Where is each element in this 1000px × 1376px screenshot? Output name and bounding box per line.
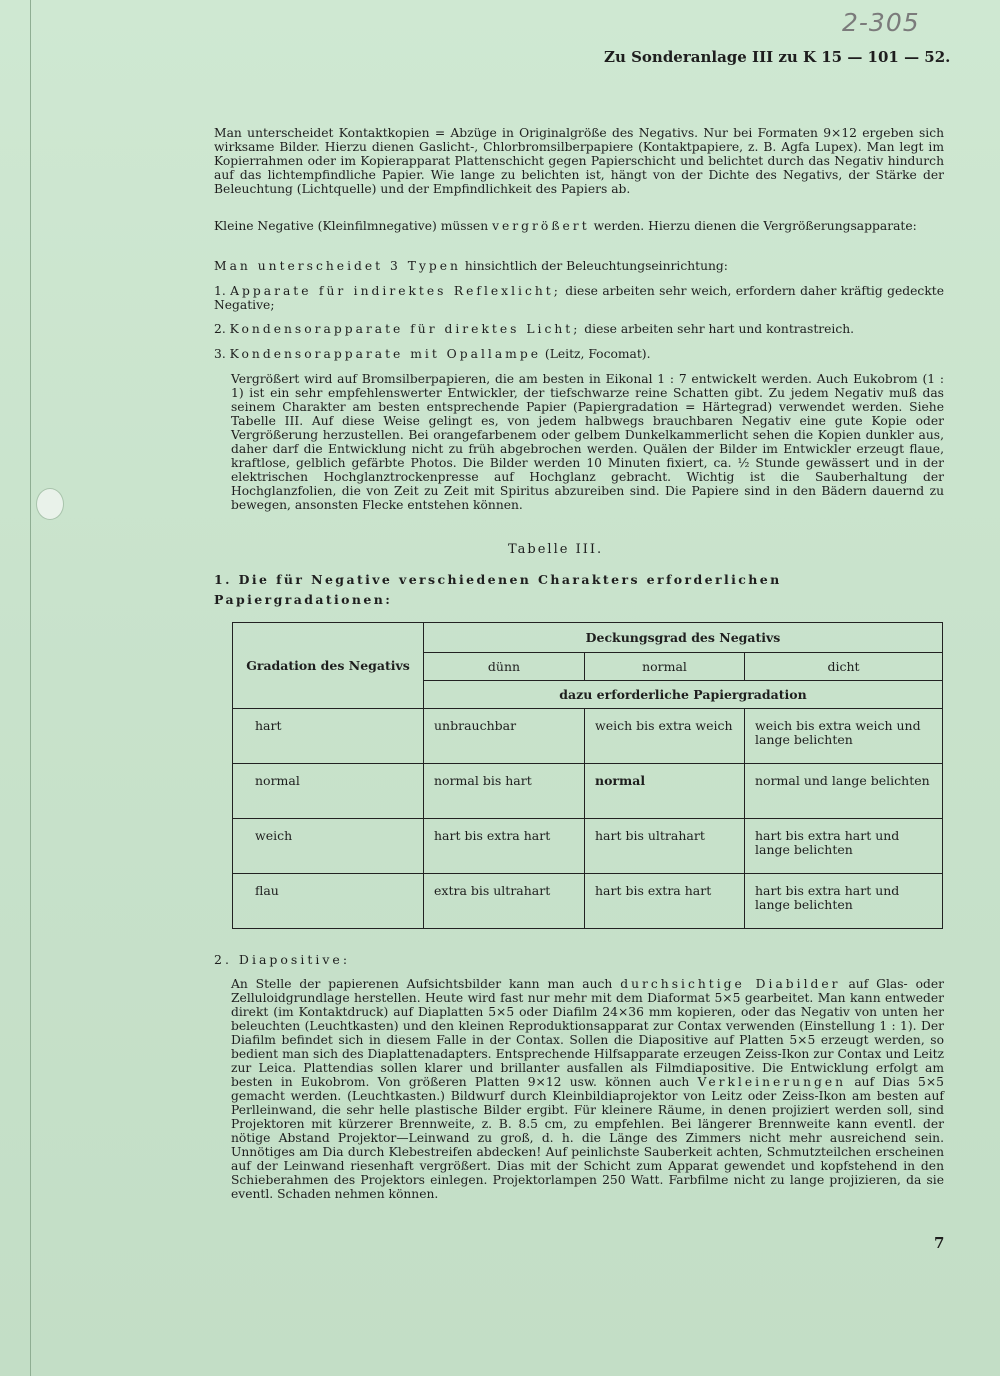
intro-paragraph-2 <box>214 219 944 233</box>
group-header-cell: Deckungsgrad des Negativs <box>424 623 943 653</box>
table-row <box>233 764 943 819</box>
table-cell: hart bis extra hart und lange belichten <box>745 874 943 929</box>
punch-hole <box>36 488 64 520</box>
list-number: 3. <box>214 347 226 361</box>
row-label: normal <box>233 764 424 819</box>
text-run: An Stelle der papierenen Aufsichtsbilder kann man auch <box>231 977 613 991</box>
table-cell: weich bis extra weich <box>585 709 745 764</box>
table-cell: normal bis hart <box>424 764 585 819</box>
spaced-text: Kondensorapparate für direktes Licht; <box>229 322 581 336</box>
row-header-cell: Gradation des Negativs <box>233 623 424 709</box>
spaced-text: vergrößert <box>492 219 590 233</box>
table-cell: hart bis extra hart und lange belichten <box>745 819 943 874</box>
section-heading: Diapositive: <box>238 952 351 967</box>
handwritten-note: 2-305 <box>842 8 920 37</box>
section-number: 1. <box>214 572 232 587</box>
column-header-normal: normal <box>585 653 745 681</box>
page-header: Zu Sonderanlage III zu K 15 — 101 — 52. <box>604 48 951 66</box>
table-caption: Tabelle III. <box>508 542 604 557</box>
spaced-text: Verkleinerungen <box>697 1075 847 1089</box>
text-run: diese arbeiten sehr hart und kontrastreich. <box>584 322 855 336</box>
text-run: auf Glas- oder Zelluloidgrundlage herstellen. Heute wird fast nur mehr mit dem Diaformat 5×5 gearbeitet. Man kann entweder direkt (im Kontaktdruck) auf Diaplatten 5×5 oder Diafilm 24×36 mm kopieren, oder das Negativ von unten her beleuchten (Leuchtkasten) und den kleinen Reproduktionsapparat zur Contax verwenden (Einstellung 1 : 1). Der Diafilm befindet sich in diesem Falle in der Contax. Sollen die Diapositive auf Platten 5×5 erzeugt werden, so bedient man sich des Diaplattenadapters. Entsprechende Hilfsapparate erzeugen Zeiss-Ikon zur Contax und Leitz zur Leica. Plattendias sollen klarer und brillanter ausfallen als Filmdiapositive. Die Entwicklung erfolgt am besten in Eukobrom. Von größeren Platten 9×12 usw. können auch <box>231 977 944 1089</box>
page-number: 7 <box>934 1234 945 1252</box>
table-cell: weich bis extra weich und lange belichten <box>745 709 943 764</box>
text-run: werden. Hierzu dienen die Vergrößerungsapparate: <box>593 219 917 233</box>
text-run: hinsichtlich der Beleuchtungseinrichtung: <box>464 259 728 273</box>
type-item-2 <box>214 322 944 336</box>
list-number: 1. <box>214 284 226 298</box>
list-number: 2. <box>214 322 226 336</box>
text-run: auf Dias 5×5 gemacht werden. (Leuchtkasten.) Bildwurf durch Kleinbildiaprojektor von Leitz oder Zeiss-Ikon am besten auf Perlleinwand, die sehr helle plastische Bilder ergibt. Für kleinere Räume, in denen projiziert werden soll, sind Projektoren mit kürzerer Brennweite, z. B. 8.5 cm, zu empfehlen. Bei längerer Brennweite kann eventl. der nötige Abstand Projektor—Leinwand zu groß, d. h. die Länge des Zimmers nicht mehr ausreichend sein. Unnötiges am Dia durch Klebestreifen abdecken! Auf peinlichste Sauberkeit achten, Schmutzteilchen erscheinen auf der Leinwand riesenhaft vergrößert. Dias mit der Schicht zum Apparat gewendet und kopfstehend in den Schieberahmen des Projektors einlegen. Projektorlampen 250 Watt. Farbfilme nicht zu lange projizieren, da sie eventl. Schaden nehmen können. <box>231 1075 944 1201</box>
row-label: weich <box>233 819 424 874</box>
section-2-title <box>214 950 350 970</box>
text-run: diese arbeiten sehr weich, erfordern daher kräftig gedeckte Negative; <box>214 284 944 312</box>
spaced-text: Kondensorapparate mit Opallampe <box>229 347 541 361</box>
spaced-text: Apparate für indirektes Reflexlicht; <box>230 284 561 298</box>
spaced-text: Man unterscheidet 3 Typen <box>214 259 461 273</box>
diapositive-paragraph <box>231 977 944 1201</box>
section-1-title <box>214 570 894 610</box>
table-cell: hart bis extra hart <box>424 819 585 874</box>
spaced-text: durchsichtige Diabilder <box>620 977 841 991</box>
table-cell: unbrauchbar <box>424 709 585 764</box>
text-run: Kleine Negative (Kleinfilmnegative) müssen <box>214 219 489 233</box>
gradation-table <box>232 622 943 929</box>
section-heading: Die für Negative verschiedenen Charakters erforderlichen Papiergradationen: <box>214 572 782 607</box>
intro-paragraph: Man unterscheidet Kontaktkopien = Abzüge in Originalgröße des Negativs. Nur bei Formaten 9×12 ergeben sich wirksame Bilder. Hierzu dienen Gaslicht-, Chlorbromsilberpapiere (Kontaktpapiere, z. B. Agfa Lupex). Man legt im Kopierrahmen oder im Kopierapparat Plattenschicht gegen Papierschicht und belichtet durch das Negativ hindurch auf das lichtempfindliche Papier. Wie lange zu belichten ist, hängt von der Dichte des Negativs, der Stärke der Beleuchtung (Lichtquelle) und der Empfindlichkeit des Papiers ab. <box>214 126 944 196</box>
table-row <box>233 874 943 929</box>
text-run: (Leitz, Focomat). <box>544 347 651 361</box>
intro-paragraph-3 <box>214 259 944 273</box>
enlarge-paragraph: Vergrößert wird auf Bromsilberpapieren, die am besten in Eikonal 1 : 7 entwickelt werden. Auch Eukobrom (1 : 1) ist ein sehr empfehlenswerter Entwickler, der tiefschwarze reine Schatten gibt. Zu jedem Negativ muß das seinem Charakter am besten entsprechende Papier (Papiergradation = Härtegrad) verwendet werden. Siehe Tabelle III. Auf diese Weise gelingt es, von jedem halbwegs brauchbaren Negativ eine gute Kopie oder Vergrößerung herzustellen. Bei orangefarbenem oder gelbem Dunkelkammerlicht sehen die Kopien dunkler aus, daher darf die Entwicklung nicht zu früh abgebrochen werden. Quälen der Bilder im Entwickler erzeugt flaue, kraftlose, gelblich gefärbte Photos. Die Bilder werden 10 Minuten fixiert, ca. ½ Stunde gewässert und in der elektrischen Hochglanztrockenpresse auf Hochglanz gebracht. Wichtig ist die Sauberhaltung der Hochglanzfolien, die von Zeit zu Zeit mit Spiritus abzureiben sind. Die Papiere sind in den Bädern dauernd zu bewegen, ansonsten Flecke entstehen können. <box>231 372 944 512</box>
table-cell: normal und lange belichten <box>745 764 943 819</box>
table-cell: extra bis ultrahart <box>424 874 585 929</box>
sub-header-cell: dazu erforderliche Papiergradation <box>424 681 943 709</box>
column-header-dicht: dicht <box>745 653 943 681</box>
table-row <box>233 819 943 874</box>
table-row <box>233 709 943 764</box>
type-item-1 <box>214 284 944 312</box>
table-cell: hart bis ultrahart <box>585 819 745 874</box>
section-number: 2. <box>214 952 232 967</box>
type-item-3 <box>214 347 944 361</box>
paper-edge-line <box>30 0 31 1376</box>
table-cell: normal <box>585 764 745 819</box>
column-header-duenn: dünn <box>424 653 585 681</box>
table-cell: hart bis extra hart <box>585 874 745 929</box>
row-label: flau <box>233 874 424 929</box>
row-label: hart <box>233 709 424 764</box>
